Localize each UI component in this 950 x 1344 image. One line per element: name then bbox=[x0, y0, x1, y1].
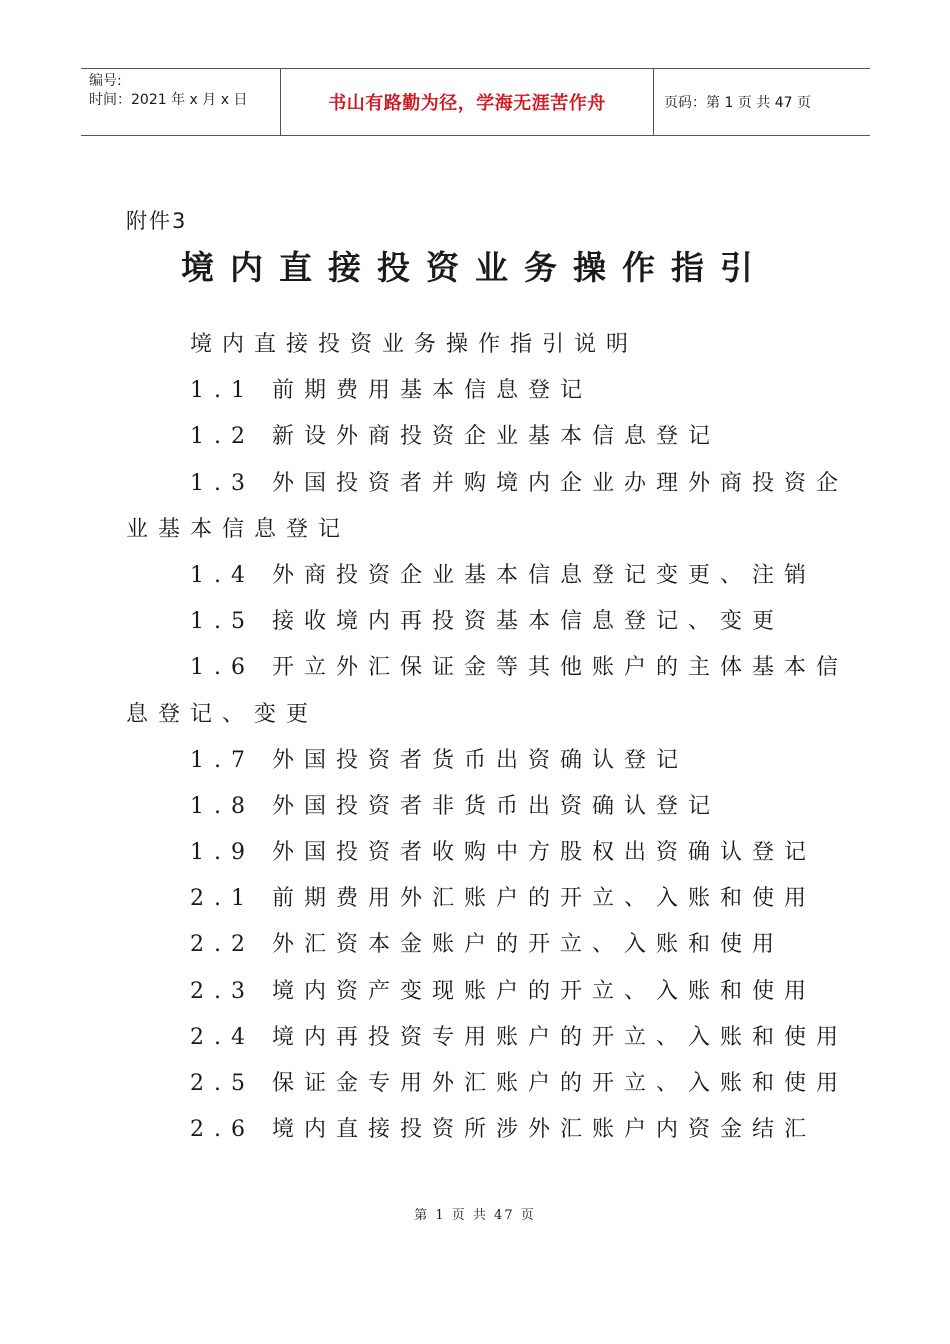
toc-line: 2.2 外汇资本金账户的开立、入账和使用 bbox=[190, 932, 784, 958]
toc-line: 1.7 外国投资者货币出资确认登记 bbox=[190, 747, 688, 773]
table-of-contents bbox=[126, 322, 848, 1153]
document-title: 境内直接投资业务操作指引 bbox=[181, 248, 769, 287]
toc-line: 1.4 外商投资企业基本信息登记变更、注销 bbox=[190, 562, 816, 588]
toc-line: 2.6 境内直接投资所涉外汇账户内资金结汇 bbox=[190, 1117, 816, 1143]
attachment-label: 附件3 bbox=[126, 209, 188, 233]
number-label: 编号: bbox=[89, 73, 122, 89]
toc-line: 1.2 新设外商投资企业基本信息登记 bbox=[190, 424, 720, 450]
page-footer: 第 1 页 共 47 页 bbox=[414, 1208, 536, 1223]
header-meta-cell bbox=[81, 69, 281, 135]
toc-line: 1.1 前期费用基本信息登记 bbox=[190, 378, 592, 404]
toc-line: 2.3 境内资产变现账户的开立、入账和使用 bbox=[190, 978, 816, 1004]
toc-line: 境内直接投资业务操作指引说明 bbox=[190, 332, 639, 357]
toc-line: 2.4 境内再投资专用账户的开立、入账和使用 bbox=[190, 1024, 848, 1050]
toc-line: 2.5 保证金专用外汇账户的开立、入账和使用 bbox=[190, 1071, 848, 1096]
toc-line: 业基本信息登记 bbox=[126, 516, 351, 542]
date-label: 时间：2021 年 x 月 x 日 bbox=[89, 92, 248, 108]
header-page-info: 页码：第 1 页 共 47 页 bbox=[664, 95, 811, 111]
toc-line: 息登记、变更 bbox=[126, 701, 319, 727]
toc-line: 1.9 外国投资者收购中方股权出资确认登记 bbox=[190, 840, 816, 866]
header-table bbox=[81, 68, 870, 136]
header-motto: 书山有路勤为径，学海无涯苦作舟 bbox=[281, 69, 654, 135]
toc-line: 1.5 接收境内再投资基本信息登记、变更 bbox=[190, 609, 784, 635]
toc-line: 2.1 前期费用外汇账户的开立、入账和使用 bbox=[190, 886, 816, 912]
toc-line: 1.6 开立外汇保证金等其他账户的主体基本信 bbox=[190, 655, 848, 681]
toc-line: 1.3 外国投资者并购境内企业办理外商投资企 bbox=[190, 470, 848, 496]
toc-line: 1.8 外国投资者非货币出资确认登记 bbox=[190, 793, 720, 819]
